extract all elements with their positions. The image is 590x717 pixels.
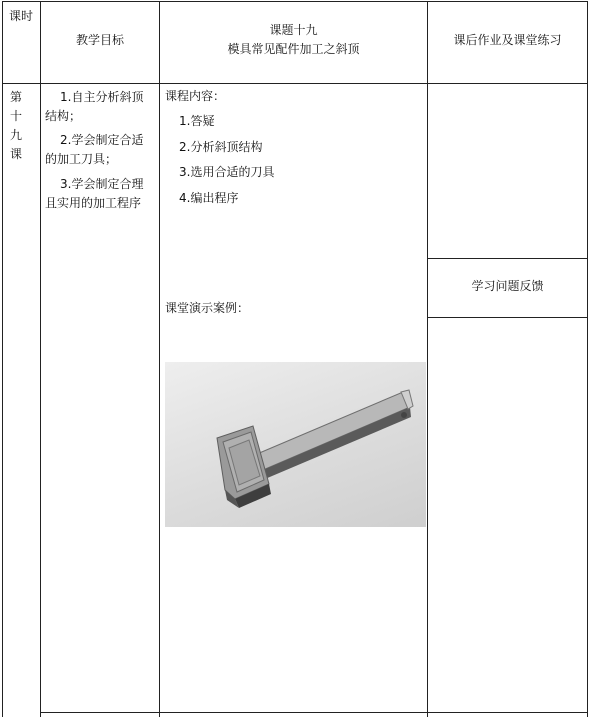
header-period: 课时	[9, 9, 34, 23]
feedback-title: 学习问题反馈	[471, 279, 544, 293]
goal-2-line-1: 2.学会制定合适	[60, 133, 144, 147]
period-char: 十	[10, 109, 23, 123]
period-char: 九	[10, 128, 23, 142]
lifter-part-render-image	[165, 362, 426, 527]
goal-1-line-2: 结构；	[45, 109, 82, 123]
goal-2-line-2: 的加工刀具；	[45, 152, 118, 166]
table-right-border	[587, 1, 588, 717]
goal-1-line-1: 1.自主分析斜顶	[60, 90, 144, 104]
demo-title: 课堂演示案例：	[165, 301, 250, 315]
homework-bottom-border	[427, 258, 588, 259]
content-item-3: 3.选用合适的刀具	[179, 165, 275, 179]
col-divider-3	[427, 1, 428, 717]
header-bottom-border	[2, 83, 588, 84]
content-item-2: 2.分析斜顶结构	[179, 140, 263, 154]
period-char: 课	[10, 147, 23, 161]
header-topic-title: 模具常见配件加工之斜顶	[227, 42, 360, 56]
col-divider-2	[159, 1, 160, 717]
goal-3-line-2: 且实用的加工程序	[45, 196, 142, 210]
table-bottom-border	[40, 712, 588, 713]
table-top-border	[2, 1, 588, 2]
header-homework: 课后作业及课堂练习	[453, 33, 562, 47]
lifter-part-3d-render-icon	[165, 362, 426, 527]
table-left-border	[2, 1, 3, 717]
period-char: 第	[10, 90, 23, 104]
feedback-title-bottom-border	[427, 317, 588, 318]
col-divider-1	[40, 1, 41, 717]
goal-3-line-1: 3.学会制定合理	[60, 177, 144, 191]
content-item-4: 4.编出程序	[179, 191, 239, 205]
header-topic-number: 课题十九	[269, 23, 318, 37]
header-goals: 教学目标	[75, 33, 124, 47]
content-item-1: 1.答疑	[179, 114, 215, 128]
content-title: 课程内容：	[165, 89, 226, 103]
